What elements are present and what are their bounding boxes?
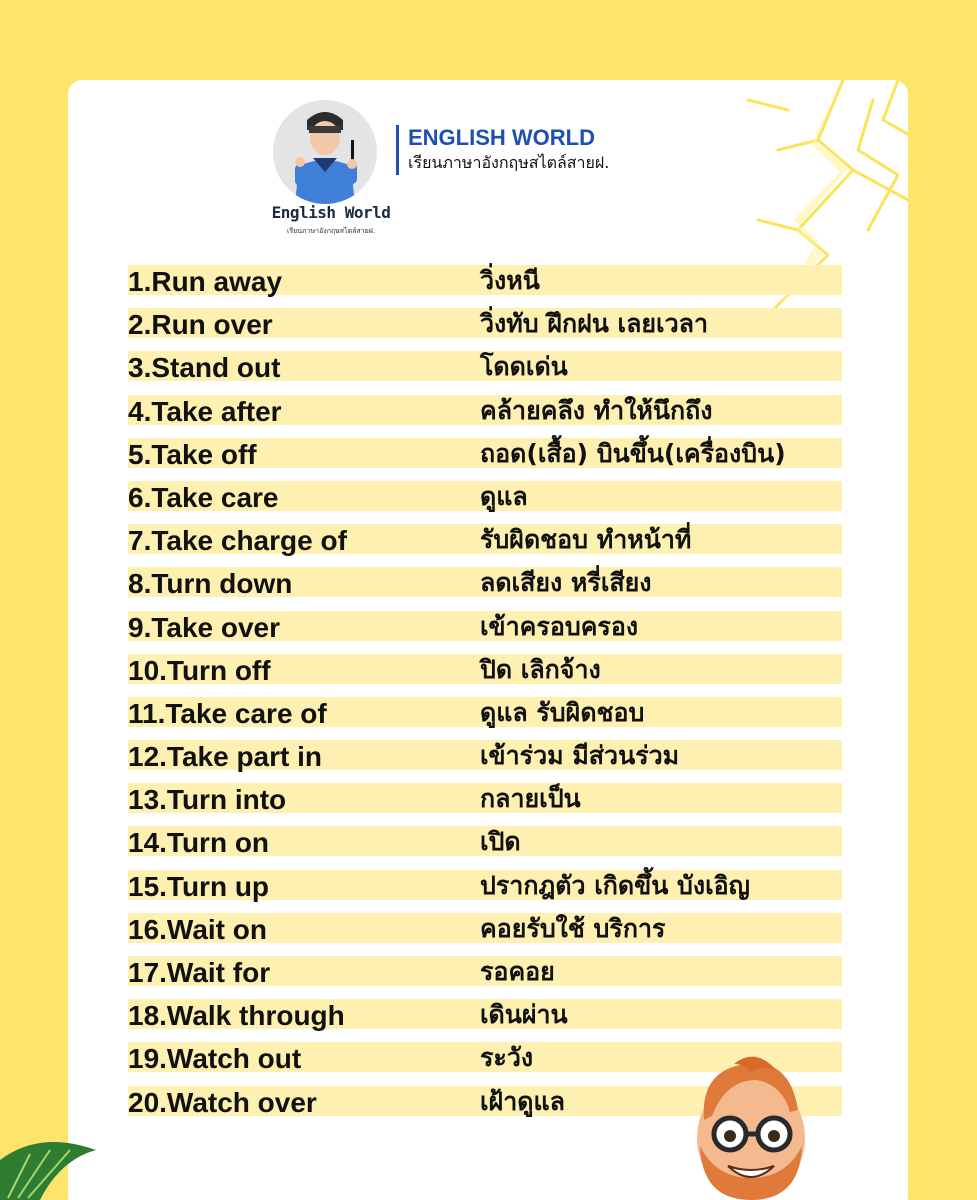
list-item: [128, 825, 842, 868]
list-item: [128, 307, 842, 350]
thai-meaning: เดินผ่าน: [480, 1000, 568, 1030]
list-item: [128, 437, 842, 480]
english-phrase: 2.Run over: [128, 309, 273, 341]
palm-leaf-icon: [0, 1120, 110, 1200]
english-phrase: 1.Run away: [128, 266, 283, 297]
english-phrase: 3.Stand out: [128, 352, 281, 384]
thai-meaning: เข้าครอบครอง: [480, 611, 639, 641]
thai-meaning: รับผิดชอบ ทำหน้าที่: [480, 525, 692, 555]
thai-meaning: ระวัง: [480, 1043, 534, 1073]
phrase-list: [128, 264, 842, 1128]
list-item: [128, 394, 842, 437]
english-phrase: 20.Watch over: [128, 1086, 317, 1118]
thai-meaning: เฝ้าดูแล: [480, 1086, 565, 1116]
english-phrase: 11.Take care of: [128, 697, 327, 729]
english-phrase: 18.Walk through: [128, 1000, 345, 1032]
boy-avatar-icon: [273, 100, 377, 204]
thai-meaning: เปิด: [480, 827, 521, 857]
thai-meaning: ถอด(เสื้อ) บินขึ้น(เครื่องบิน): [480, 438, 786, 468]
thai-meaning: วิ่งหนี: [480, 266, 540, 295]
logo-name: English World: [271, 203, 391, 222]
english-phrase: 17.Wait for: [128, 957, 271, 988]
avatar: [273, 100, 377, 204]
thai-meaning: รอคอย: [480, 957, 555, 986]
english-phrase: 15.Turn up: [128, 870, 270, 902]
english-phrase: 5.Take off: [128, 438, 257, 470]
list-item: [128, 566, 842, 609]
english-phrase: 9.Take over: [128, 611, 281, 643]
list-item: [128, 782, 842, 825]
english-phrase: 8.Turn down: [128, 568, 293, 600]
list-item: [128, 264, 842, 307]
english-phrase: 6.Take care: [128, 481, 279, 513]
list-item: [128, 998, 842, 1041]
list-item: [128, 653, 842, 696]
thai-meaning: คล้ายคลึง ทำให้นึกถึง: [480, 395, 713, 425]
content-card: [68, 80, 908, 1200]
list-item: [128, 955, 842, 998]
brand-logo: [271, 100, 391, 245]
thai-meaning: เข้าร่วม มีส่วนร่วม: [480, 741, 680, 771]
english-phrase: 10.Turn off: [128, 654, 271, 686]
list-item: [128, 869, 842, 912]
english-phrase: 16.Wait on: [128, 913, 267, 945]
list-item: [128, 912, 842, 955]
brand-subtitle: เรียนภาษาอังกฤษสไตล์สายฝ.: [408, 153, 610, 172]
english-phrase: 14.Turn on: [128, 827, 270, 859]
list-item: [128, 696, 842, 739]
list-item: [128, 350, 842, 393]
list-item: [128, 610, 842, 653]
english-phrase: 19.Watch out: [128, 1043, 302, 1075]
bearded-man-memoji-icon: [686, 1050, 816, 1200]
thai-meaning: โดดเด่น: [480, 352, 568, 382]
list-item: [128, 523, 842, 566]
thai-meaning: ลดเสียง หรี่เสียง: [480, 568, 652, 598]
list-item: [128, 739, 842, 782]
thai-meaning: ปรากฎตัว เกิดขึ้น บังเอิญ: [480, 870, 750, 900]
list-item: [128, 480, 842, 523]
english-phrase: 13.Turn into: [128, 784, 287, 816]
thai-meaning: วิ่งทับ ฝึกฝน เลยเวลา: [480, 309, 708, 339]
logo-tagline: เรียนภาษาอังกฤษสไตล์สายฝ.: [286, 227, 376, 235]
thai-meaning: คอยรับใช้ บริการ: [480, 913, 666, 943]
thai-meaning: ดูแล: [480, 481, 528, 511]
thai-meaning: กลายเป็น: [480, 784, 581, 814]
brand-title: ENGLISH WORLD: [408, 125, 595, 150]
english-phrase: 7.Take charge of: [128, 525, 347, 557]
english-phrase: 4.Take after: [128, 395, 282, 427]
english-phrase: 12.Take part in: [128, 741, 323, 773]
thai-meaning: ดูแล รับผิดชอบ: [480, 697, 645, 727]
thai-meaning: ปิด เลิกจ้าง: [480, 654, 601, 684]
brand-heading: [396, 125, 609, 175]
